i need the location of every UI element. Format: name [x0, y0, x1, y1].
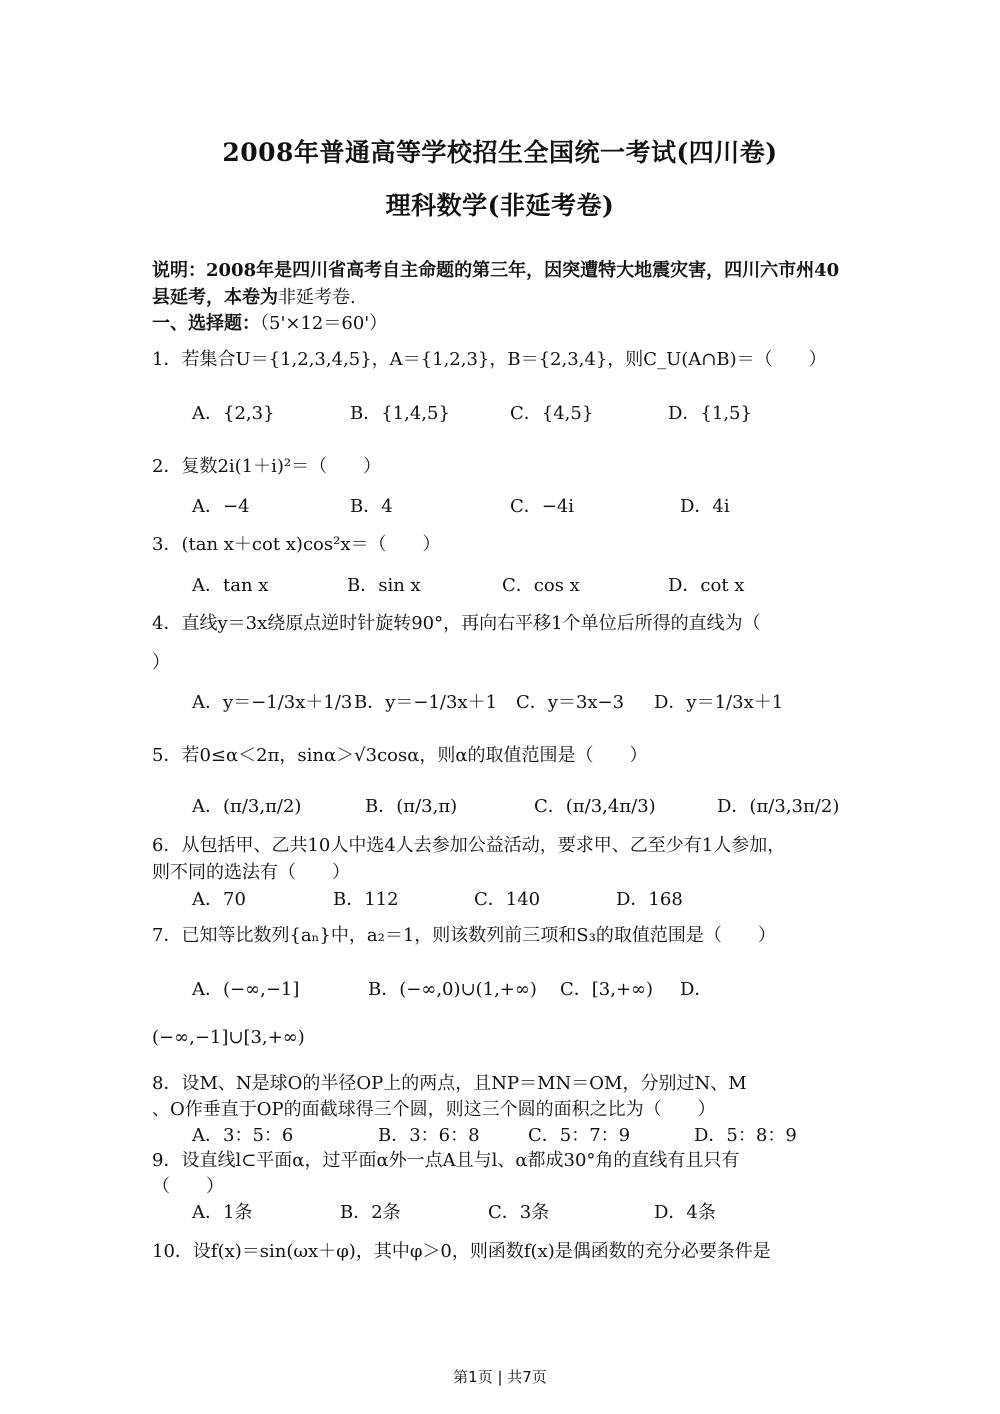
q3-option-c: C．cos x [502, 575, 580, 596]
q5-option-a: A．(π/3,π/2) [192, 796, 302, 817]
section-heading [152, 309, 387, 335]
q6-option-c: C．140 [474, 889, 541, 910]
q7-option-c: C．[3,+∞) [560, 979, 654, 1000]
q5-option-b: B．(π/3,π) [365, 796, 458, 817]
q7-option-a: A．(−∞,−1] [192, 979, 300, 1000]
q2-option-d: D．4i [680, 496, 730, 517]
q3-option-a: A．tan x [192, 575, 269, 596]
q4-option-d: D．y＝1/3x＋1 [654, 692, 784, 713]
question-4-stem: 4．直线y＝3x绕原点逆时针旋转90°，再向右平移1个单位后所得的直线为（ [152, 613, 761, 634]
q2-option-c: C．−4i [510, 496, 575, 517]
question-9-stem: 9．设直线l⊂平面α，过平面α外一点A且与l、α都成30°角的直线有且只有 [152, 1150, 740, 1171]
q9-option-a: A．1条 [192, 1202, 253, 1223]
section-points: （5'×12＝60'） [260, 313, 388, 334]
q8-option-b: B．3：6：8 [378, 1125, 480, 1146]
question-8-stem-cont: 、O作垂直于OP的面截球得三个圆，则这三个圆的面积之比为（ ） [152, 1099, 716, 1120]
q1-option-c: C．{4,5} [510, 403, 594, 424]
q6-option-d: D．168 [616, 889, 683, 910]
note-text: 说明：2008年是四川省高考自主命题的第三年，因突遭特大地震灾害，四川六市州40县延考，本卷为 [152, 260, 840, 308]
q2-option-b: B．4 [350, 496, 393, 517]
q8-option-a: A．3：5：6 [192, 1125, 294, 1146]
page-title: 2008年普通高等学校招生全国统一考试(四川卷) [222, 138, 778, 167]
question-6-stem: 6．从包括甲、乙共10人中选4人去参加公益活动，要求甲、乙至少有1人参加， [152, 835, 786, 856]
q7-option-d: D． [680, 979, 713, 1000]
question-4-stem-cont: ） [152, 652, 170, 673]
question-5-stem: 5．若0≤α＜2π，sinα＞√3cosα，则α的取值范围是（ ） [152, 745, 648, 766]
q8-option-c: C．5：7：9 [528, 1125, 631, 1146]
q1-option-a: A．{2,3} [192, 403, 275, 424]
q7-option-b: B．(−∞,0)∪(1,+∞) [368, 979, 537, 1000]
question-7-stem: 7．已知等比数列{aₙ}中，a₂＝1，则该数列前三项和S₃的取值范围是（ ） [152, 925, 776, 946]
question-2-stem: 2．复数2i(1＋i)²＝（ ） [152, 456, 382, 477]
question-10-stem: 10．设f(x)＝sin(ωx＋φ)，其中φ＞0，则函数f(x)是偶函数的充分必要条件是 [152, 1241, 771, 1262]
question-7-option-d-value: (−∞,−1]∪[3,+∞) [152, 1027, 305, 1048]
q4-option-a: A．y＝−1/3x＋1/3 [192, 692, 353, 713]
q4-option-c: C．y＝3x−3 [516, 692, 625, 713]
q3-option-b: B．sin x [347, 575, 421, 596]
section-label: 一、选择题： [152, 313, 260, 334]
note-text-light: 非延考卷. [278, 287, 356, 308]
q5-option-c: C．(π/3,4π/3) [534, 796, 656, 817]
question-9-stem-cont: （ ） [152, 1176, 224, 1197]
q5-option-d: D．(π/3,3π/2) [717, 796, 840, 817]
exam-note [152, 257, 852, 311]
q6-option-a: A．70 [192, 889, 246, 910]
question-8-stem: 8．设M、N是球O的半径OP上的两点，且NP＝MN＝OM，分别过N、M [152, 1073, 747, 1094]
question-3-stem: 3．(tan x＋cot x)cos²x＝（ ） [152, 534, 441, 555]
page-footer: 第1页 | 共7页 [453, 1368, 547, 1386]
q9-option-c: C．3条 [488, 1202, 550, 1223]
q1-option-b: B．{1,4,5} [350, 403, 450, 424]
question-6-stem-cont: 则不同的选法有（ ） [152, 862, 350, 883]
question-1-stem: 1．若集合U＝{1,2,3,4,5}，A＝{1,2,3}，B＝{2,3,4}，则C_U(A∩B)＝（ ） [152, 349, 827, 370]
q4-option-b: B．y＝−1/3x＋1 [354, 692, 498, 713]
page-subtitle: 理科数学(非延考卷) [385, 191, 615, 220]
q3-option-d: D．cot x [668, 575, 745, 596]
q2-option-a: A．−4 [192, 496, 250, 517]
q8-option-d: D．5：8：9 [694, 1125, 797, 1146]
q9-option-d: D．4条 [654, 1202, 716, 1223]
q6-option-b: B．112 [333, 889, 399, 910]
q1-option-d: D．{1,5} [668, 403, 752, 424]
q9-option-b: B．2条 [340, 1202, 401, 1223]
